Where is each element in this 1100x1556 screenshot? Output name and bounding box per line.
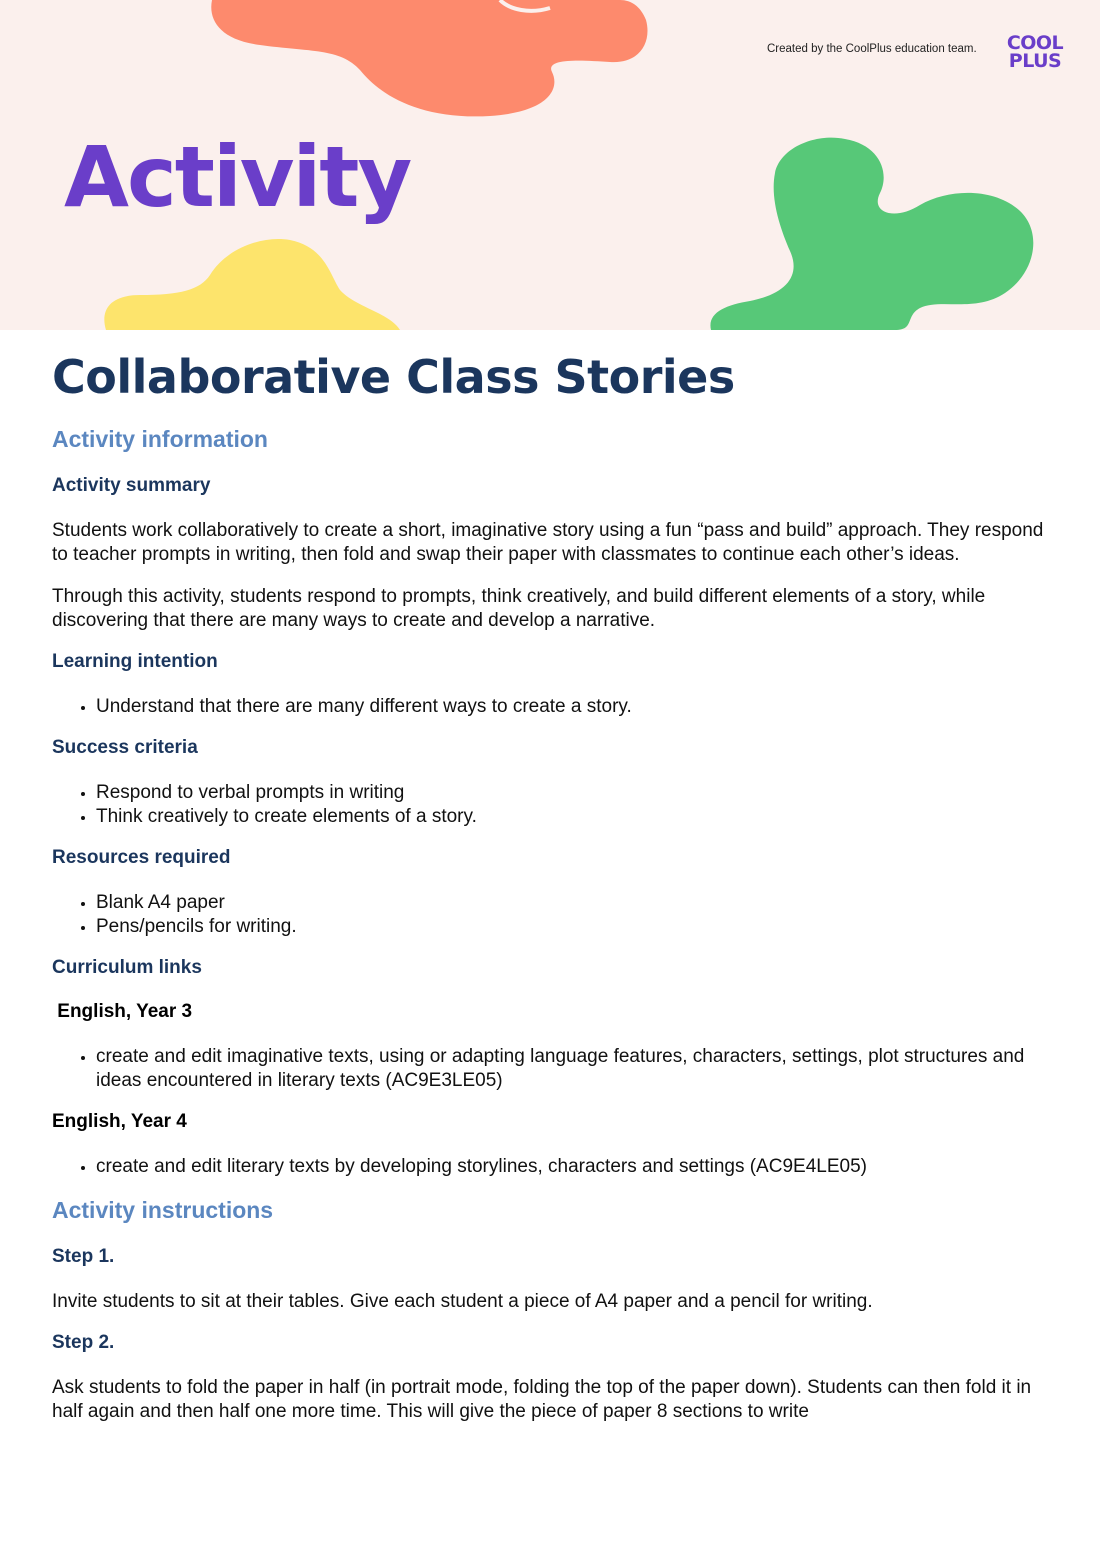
resources-list (52, 891, 1052, 939)
header-banner (0, 0, 1100, 330)
list-item: • Pens/pencils for writing. (96, 915, 1052, 939)
curriculum-year4-heading: English, Year 4 (52, 1111, 187, 1132)
list-item: • create and edit literary texts by developing storylines, characters and settings (AC9E4LE05) (96, 1155, 1052, 1179)
list-item: • Respond to verbal prompts in writing (96, 781, 1052, 805)
curriculum-year3-heading: English, Year 3 (52, 1001, 193, 1022)
summary-paragraph: Through this activity, students respond to prompts, think creatively, and build different elements of a story, while discovering that there are many ways to create and develop a narrative. (52, 586, 986, 631)
list-item: • create and edit imaginative texts, using or adapting language features, characters, settings, plot structures and ideas encountered in literary texts (AC9E3LE05) (96, 1045, 1052, 1093)
green-blob-decoration (705, 133, 1040, 330)
banner-title: Activity (64, 128, 411, 226)
credit-text: Created by the CoolPlus education team. (767, 43, 977, 55)
curriculum-year4-list (52, 1155, 1052, 1179)
success-criteria-heading: Success criteria (52, 737, 198, 758)
yellow-blob-decoration (100, 235, 410, 330)
step-label: Step 1. (52, 1246, 115, 1267)
logo-line-2: PLUS (1008, 50, 1062, 72)
curriculum-year3-list (52, 1045, 1052, 1093)
step-text: Invite students to sit at their tables. Give each student a piece of A4 paper and a pencil for writing. (52, 1291, 873, 1312)
coolplus-logo (1003, 34, 1067, 70)
list-item: • Understand that there are many different ways to create a story. (96, 695, 1052, 719)
coral-blob-decoration (200, 0, 660, 125)
activity-information-heading: Activity information (52, 426, 268, 452)
page-title: Collaborative Class Stories (52, 350, 735, 404)
activity-instructions-heading: Activity instructions (52, 1197, 274, 1223)
learning-intention-heading: Learning intention (52, 651, 218, 672)
step-text: Ask students to fold the paper in half (in portrait mode, folding the top of the paper down). Students can then fold it in half again and then half one more time. This will give the piece of paper 8 sections to write (52, 1377, 1032, 1422)
resources-heading: Resources required (52, 847, 231, 868)
curriculum-links-heading: Curriculum links (52, 957, 202, 978)
activity-summary-heading: Activity summary (52, 475, 211, 496)
logo-line-1: COOL (1006, 32, 1064, 54)
list-item: • Think creatively to create elements of a story. (96, 805, 1052, 829)
list-item: • Blank A4 paper (96, 891, 1052, 915)
main-content (52, 350, 1052, 1442)
step-label: Step 2. (52, 1332, 115, 1353)
summary-paragraph: Students work collaboratively to create a short, imaginative story using a fun “pass and build” approach. They respond to teacher prompts in writing, then fold and swap their paper with classmates to continue each other’s ideas. (52, 520, 1044, 565)
learning-intention-list (52, 695, 1052, 719)
success-criteria-list (52, 781, 1052, 829)
